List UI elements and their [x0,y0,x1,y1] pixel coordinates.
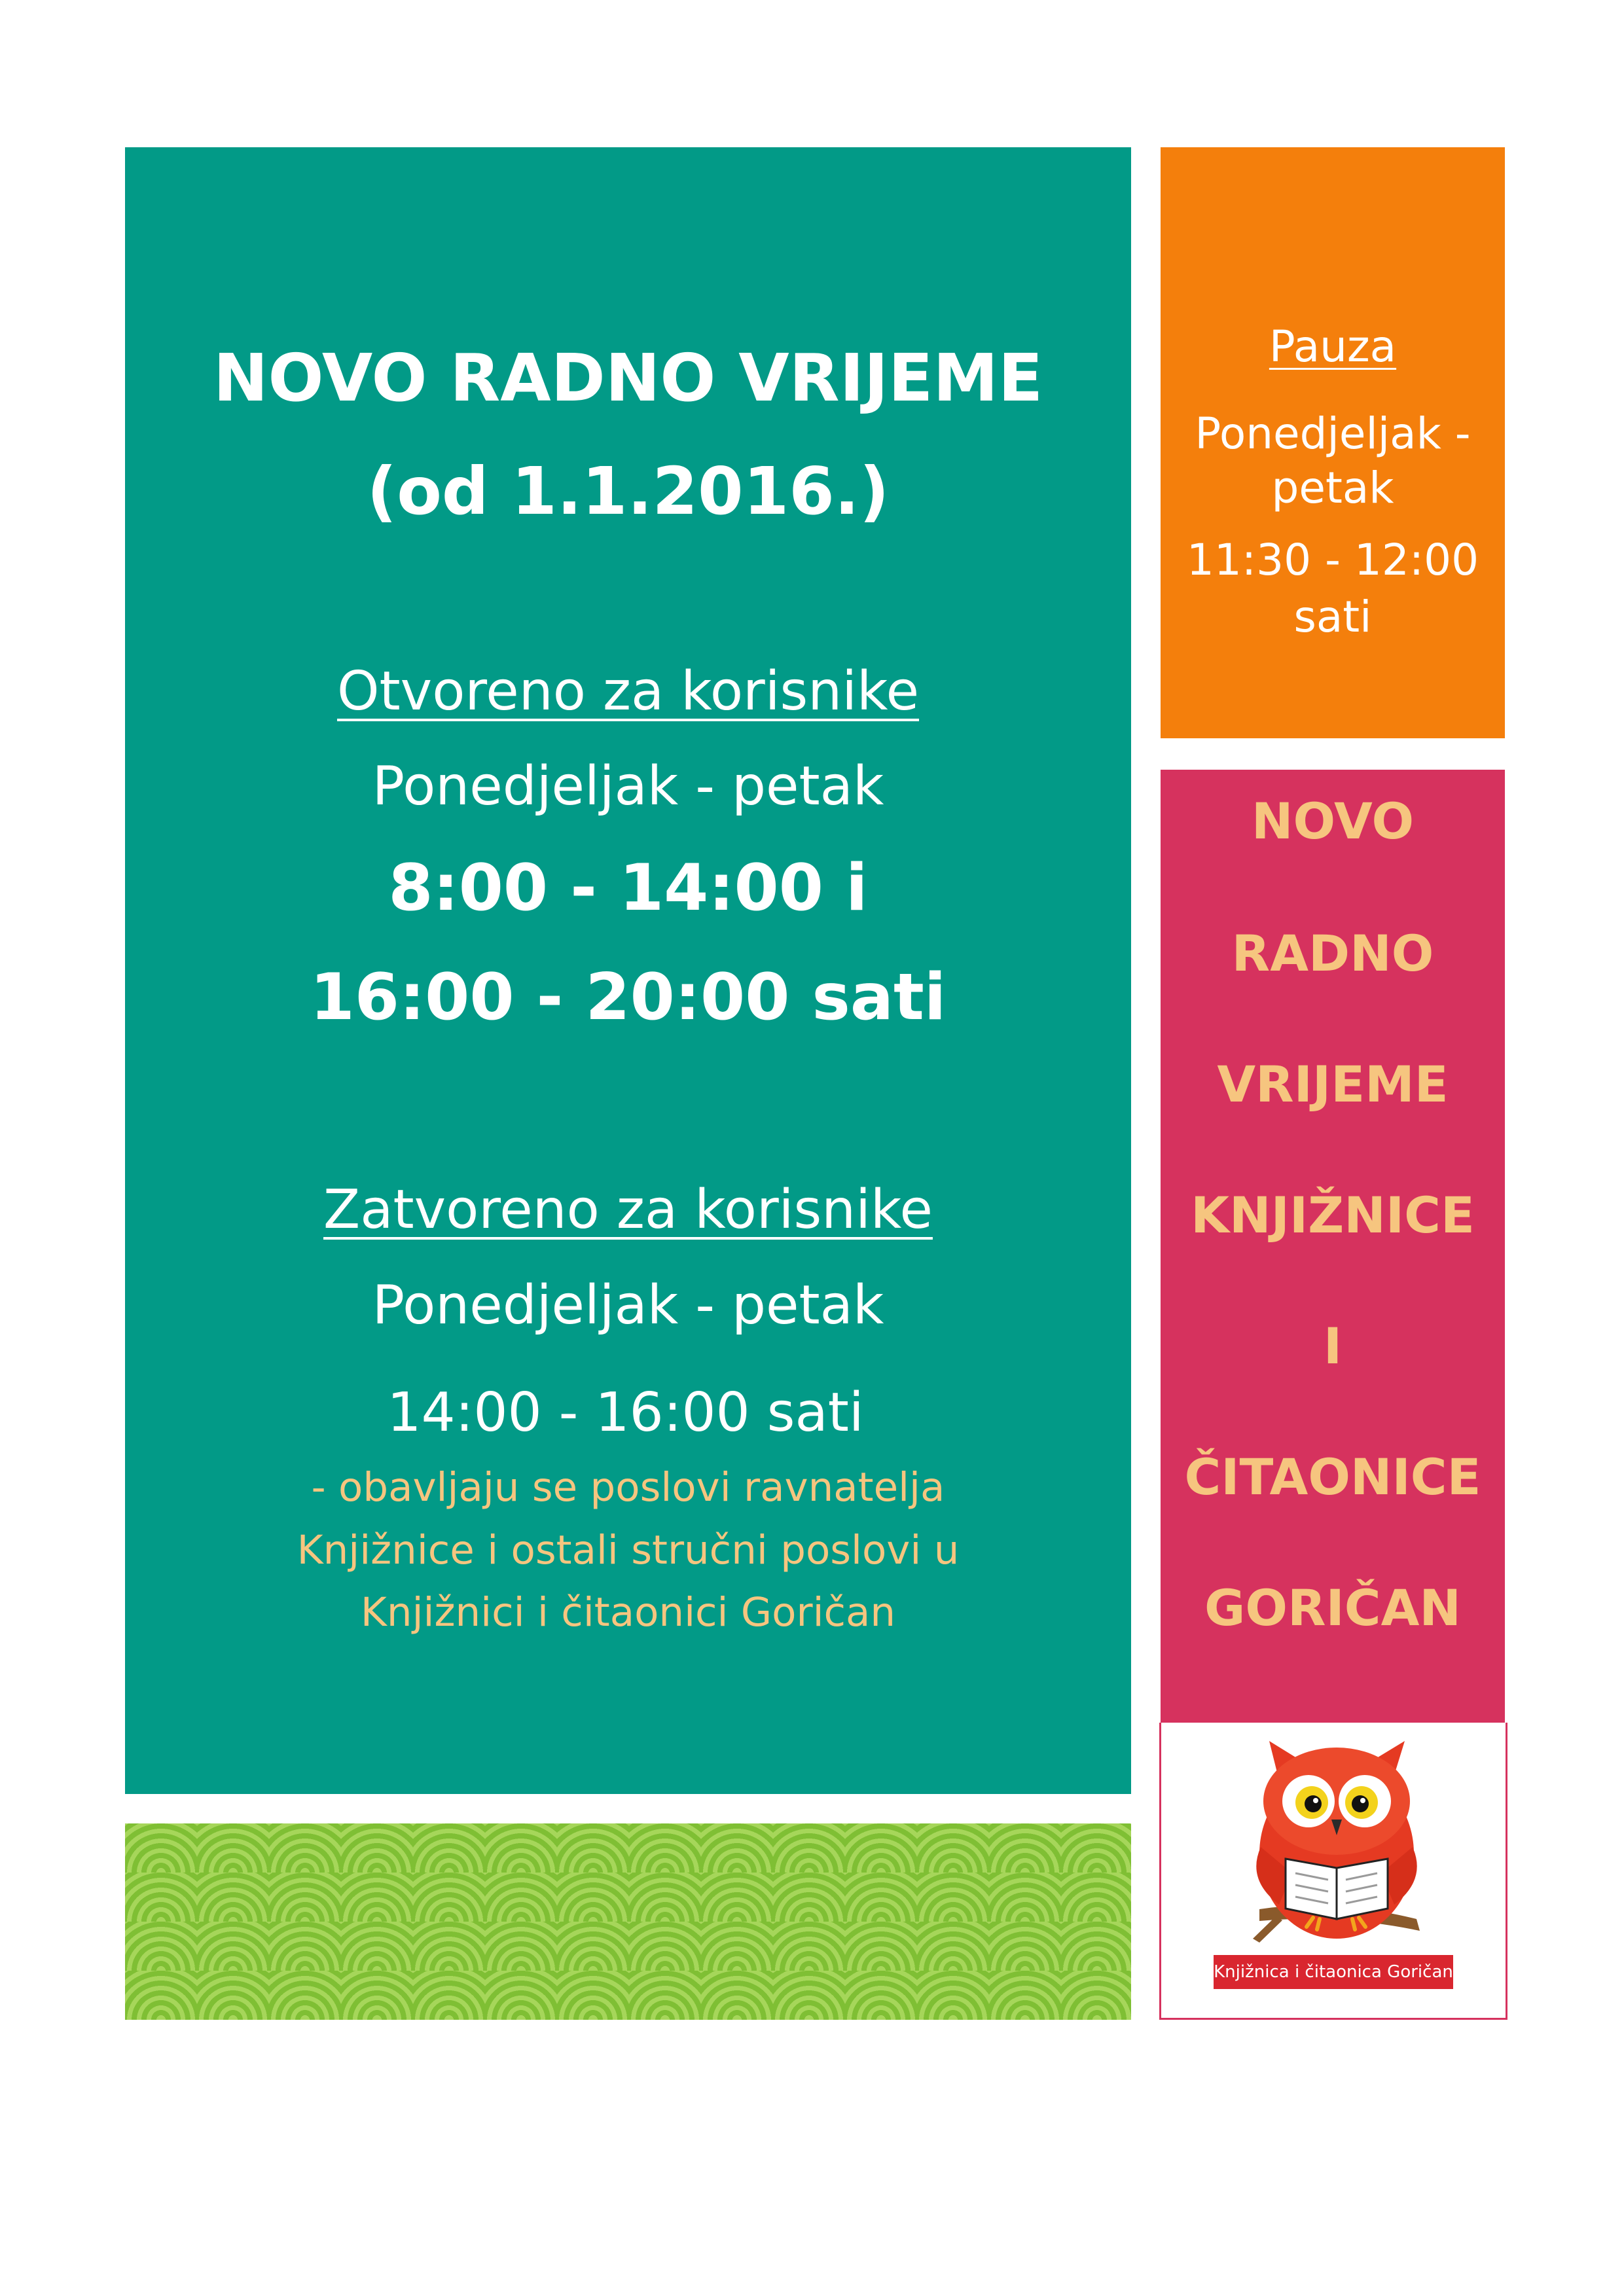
side-title-line: VRIJEME [1217,1055,1449,1113]
side-title-line: KNJIŽNICE [1191,1186,1475,1244]
pause-box [1161,147,1505,738]
closed-hours: 14:00 - 16:00 sati [387,1382,864,1444]
open-hours-morning: 8:00 - 14:00 i [388,851,868,925]
side-title-line: NOVO [1251,792,1415,850]
side-title-box [1161,770,1505,1724]
decorative-pattern-strip [125,1823,1131,2020]
closed-note-line1: - obavljaju se poslovi ravnatelja [311,1464,945,1511]
side-title-line: GORIČAN [1204,1579,1461,1637]
library-logo [1159,1723,1507,2020]
pause-hours-line1: 11:30 - 12:00 [1186,535,1479,585]
pause-hours-line2: sati [1293,592,1372,642]
open-heading: Otvoreno za korisnike [336,660,920,723]
main-subtitle-date: (od 1.1.2016.) [367,453,890,529]
closed-note-line3: Knjižnici i čitaonici Goričan [360,1589,896,1636]
main-panel [125,147,1131,1794]
pause-heading: Pauza [1269,321,1397,372]
side-title-line: ČITAONICE [1184,1448,1481,1506]
side-title-line: I [1323,1317,1343,1375]
pause-days-line1: Ponedjeljak - [1195,408,1471,459]
pause-days-line2: petak [1271,463,1394,513]
open-hours-afternoon: 16:00 - 20:00 sati [310,960,947,1035]
side-title-line: RADNO [1231,924,1434,982]
main-title: NOVO RADNO VRIJEME [213,340,1043,416]
open-days: Ponedjeljak - petak [372,755,884,817]
logo-banner: Knjižnica i čitaonica Goričan [1214,1955,1453,1989]
closed-note-line2: Knjižnice i ostali stručni poslovi u [297,1527,960,1573]
closed-heading: Zatvoreno za korisnike [323,1179,933,1241]
closed-days: Ponedjeljak - petak [372,1274,884,1336]
